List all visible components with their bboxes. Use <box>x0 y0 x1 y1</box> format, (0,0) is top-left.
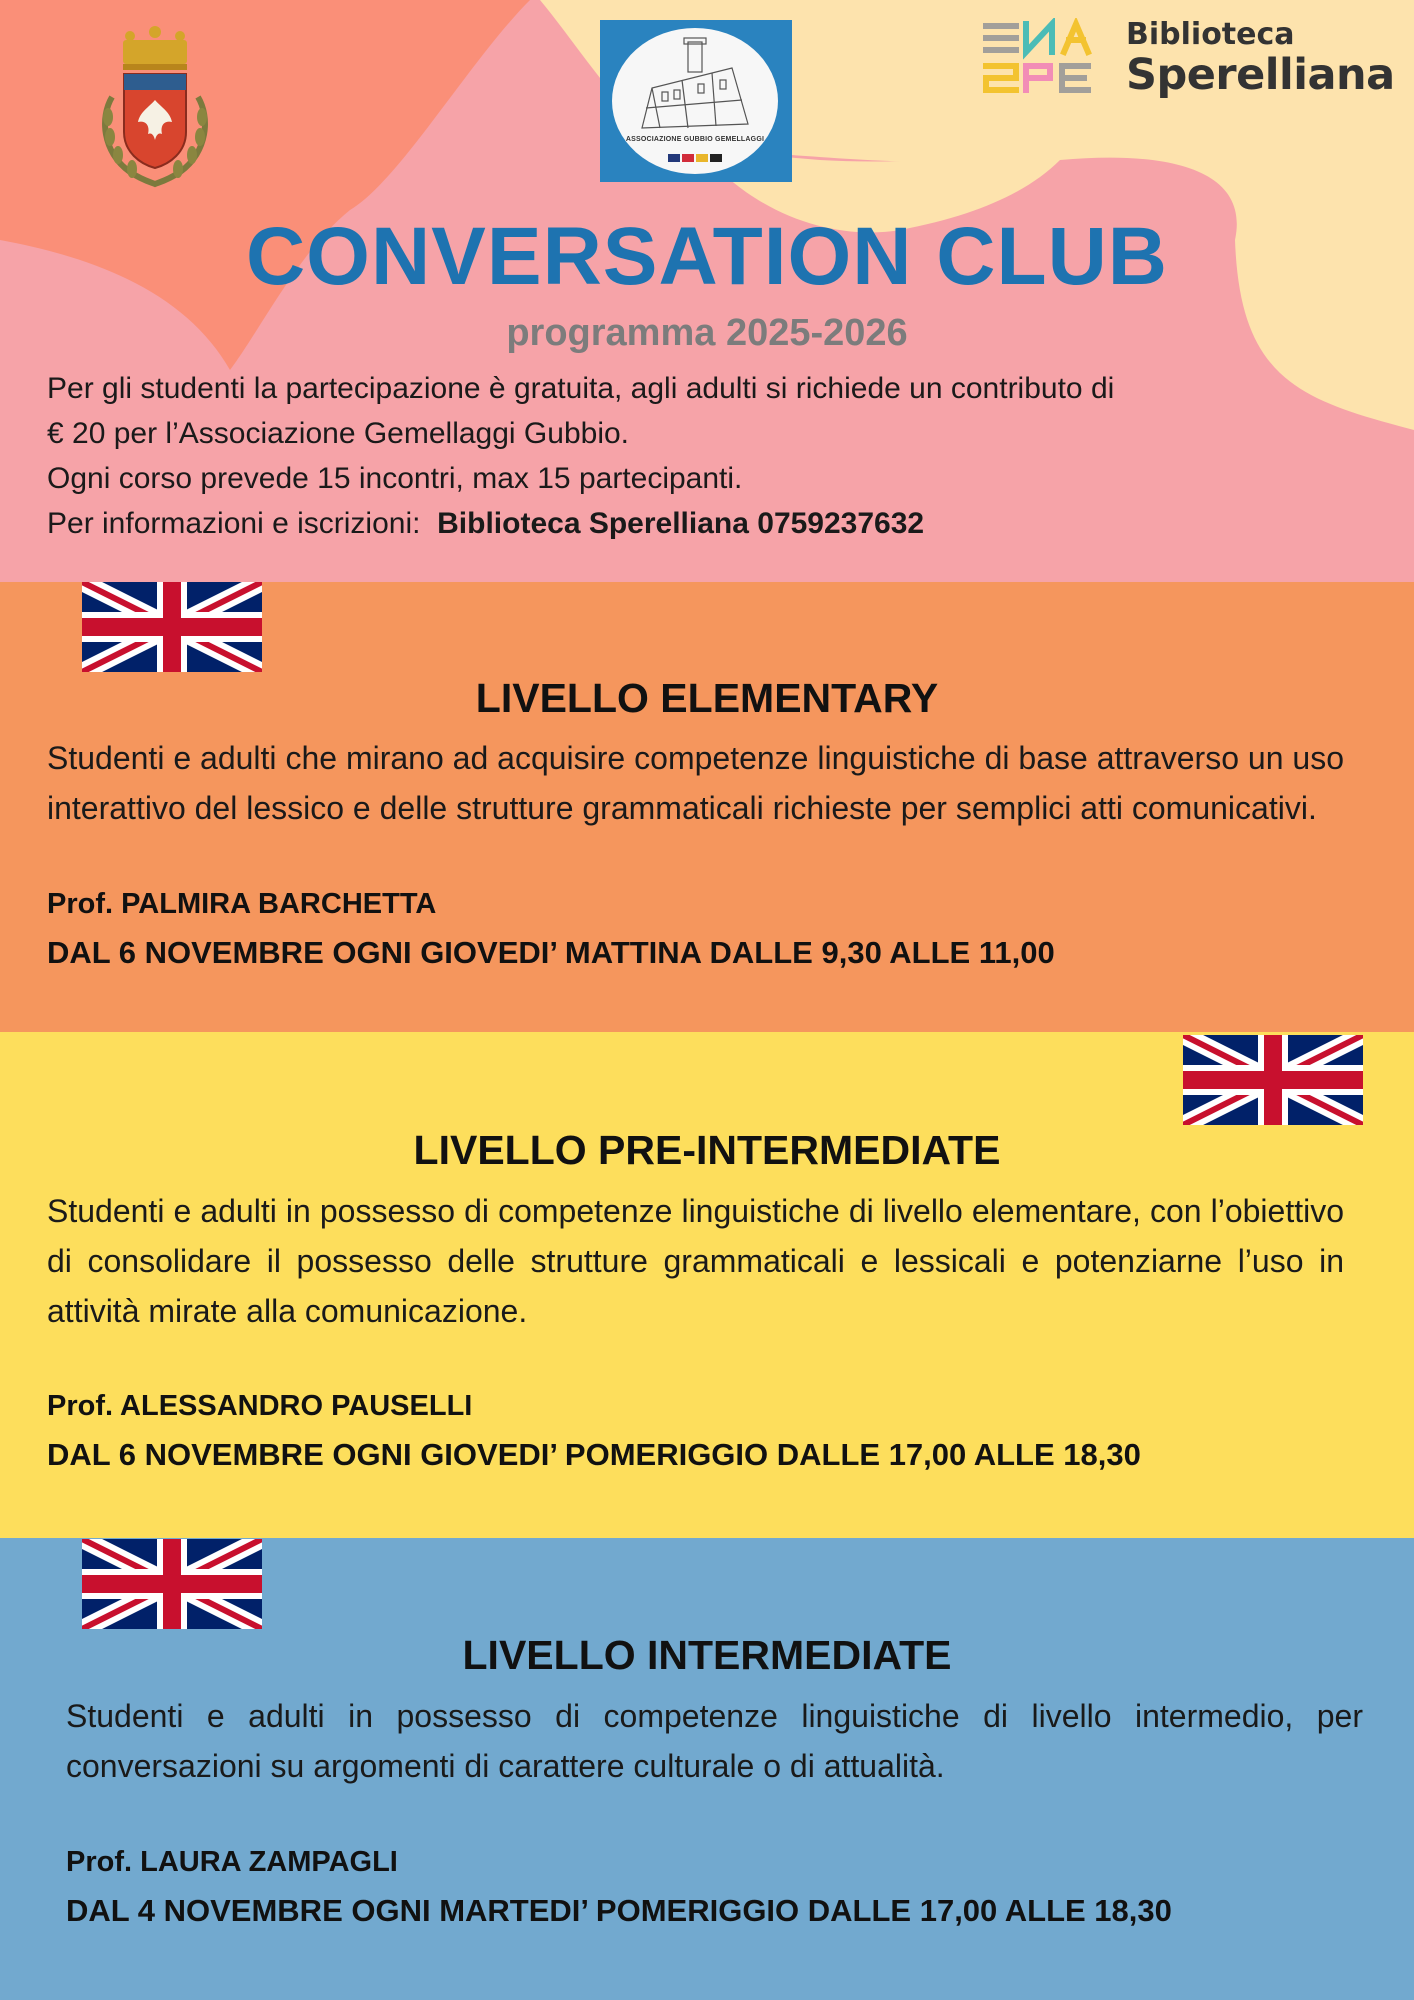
course-section-elementary <box>0 582 1414 1032</box>
library-mark-icon <box>980 18 1120 98</box>
header-section <box>0 0 1414 582</box>
course-title: LIVELLO INTERMEDIATE <box>462 1632 952 1678</box>
page-title: CONVERSATION CLUB <box>245 211 1169 302</box>
course-teacher: Prof. LAURA ZAMPAGLI <box>66 1846 398 1878</box>
course-section-intermediate <box>0 1538 1414 2000</box>
intro-line: € 20 per l’Associazione Gemellaggi Gubbio. <box>47 417 629 450</box>
course-schedule: DAL 6 NOVEMBRE OGNI GIOVEDI’ POMERIGGIO DALLE 17,00 ALLE 18,30 <box>47 1437 1141 1472</box>
course-description: Studenti e adulti in possesso di competenze linguistiche di livello intermedio, per conversazioni su argomenti di carattere culturale o di attualità. <box>66 1698 1363 1784</box>
course-section-pre-intermediate <box>0 1032 1414 1538</box>
info-contact: Biblioteca Sperelliana 0759237632 <box>437 507 925 540</box>
course-title: LIVELLO ELEMENTARY <box>475 675 939 721</box>
course-teacher: Prof. ALESSANDRO PAUSELLI <box>47 1390 473 1422</box>
course-schedule: DAL 4 NOVEMBRE OGNI MARTEDI’ POMERIGGIO DALLE 17,00 ALLE 18,30 <box>66 1893 1172 1928</box>
course-teacher: Prof. PALMIRA BARCHETTA <box>47 888 437 920</box>
course-title: LIVELLO PRE-INTERMEDIATE <box>413 1127 1001 1173</box>
library-name-line2: Sperelliana <box>1126 50 1395 100</box>
page-subtitle: programma 2025-2026 <box>506 312 908 354</box>
intro-line: Per gli studenti la partecipazione è gratuita, agli adulti si richiede un contributo di <box>47 372 1115 405</box>
municipal-crest-icon <box>90 22 220 192</box>
intro-info-line <box>47 501 1397 546</box>
library-logo <box>980 17 1395 118</box>
library-name-line1: Biblioteca <box>1126 17 1295 52</box>
association-name: ASSOCIAZIONE GUBBIO GEMELLAGGI <box>625 136 765 143</box>
uk-flag-icon <box>82 1539 262 1629</box>
info-label: Per informazioni e iscrizioni: <box>47 507 421 540</box>
course-description: Studenti e adulti che mirano ad acquisire competenze linguistiche di base attraverso un uso interattivo del lessico e delle strutture grammaticali richieste per semplici atti comunicativi. <box>47 740 1344 826</box>
association-logo <box>600 20 792 182</box>
course-description: Studenti e adulti in possesso di competenze linguistiche di livello elementare, con l’obiettivo di consolidare il possesso delle strutture grammaticali e lessicali e potenziarne l’uso in attività mirate alla comunicazione. <box>47 1193 1344 1329</box>
palace-drawing-icon <box>612 28 778 174</box>
uk-flag-icon <box>1183 1035 1363 1125</box>
course-schedule: DAL 6 NOVEMBRE OGNI GIOVEDI’ MATTINA DALLE 9,30 ALLE 11,00 <box>47 935 1055 970</box>
uk-flag-icon <box>82 582 262 672</box>
intro-line: Ogni corso prevede 15 incontri, max 15 partecipanti. <box>47 462 743 495</box>
intro-text <box>47 366 1397 546</box>
